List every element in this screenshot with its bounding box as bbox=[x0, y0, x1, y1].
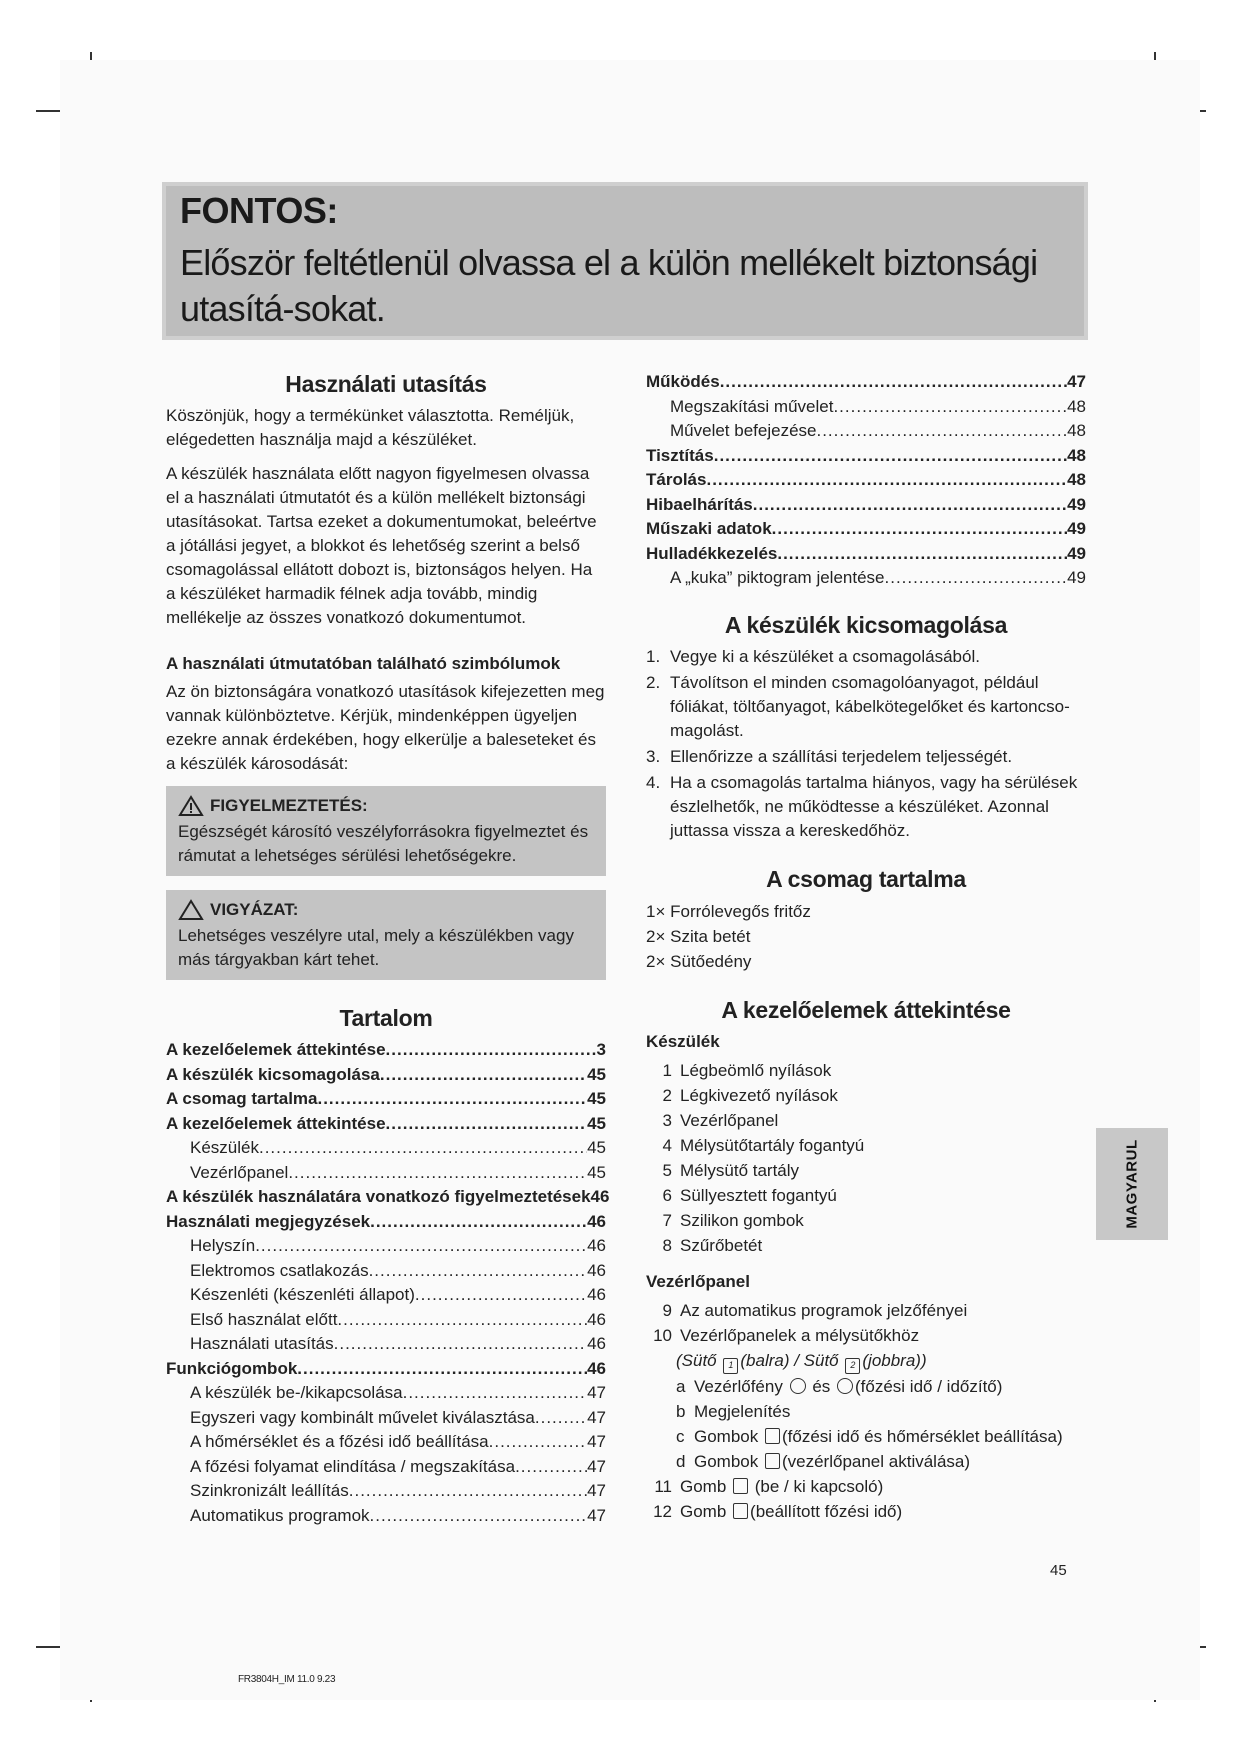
right-column bbox=[646, 370, 1086, 1524]
toc-right-list bbox=[646, 370, 1086, 591]
toc-entry-page: 49 bbox=[1067, 568, 1086, 587]
toc-entry-label: Egyszeri vagy kombinált művelet kiválasztása bbox=[190, 1407, 535, 1427]
toc-entry-page: 48 bbox=[1067, 445, 1086, 465]
toc-entry-page: 49 bbox=[1067, 519, 1086, 538]
toc-entry bbox=[166, 1406, 606, 1431]
toc-entry-label: A kezelőelemek áttekintése bbox=[166, 1040, 386, 1059]
toc-entry-label: A készülék be-/kikapcsolása bbox=[190, 1383, 403, 1402]
device-list bbox=[646, 1058, 1086, 1258]
toc-entry bbox=[646, 419, 1086, 444]
symbols-text: Az ön biztonságára vonatkozó utasítások kifejezetten meg vannak különböztetve. Kérjük, mindenképpen ügyeljen ezekre annak érdekében, hogy elkerülje a baleseteket és a készülék károsodását: bbox=[166, 682, 605, 773]
toc-leader bbox=[297, 1357, 587, 1382]
toc-entry-page: 46 bbox=[587, 1211, 606, 1231]
language-tab bbox=[1096, 1128, 1168, 1240]
caution-title: VIGYÁZAT: bbox=[210, 900, 299, 919]
list-item: (Sütő 1 (balra) / Sütő 2 (jobbra)) bbox=[646, 1348, 1086, 1374]
toc-leader bbox=[334, 1332, 587, 1357]
panel-heading: Vezérlőpanel bbox=[646, 1271, 750, 1291]
timer-button-icon bbox=[733, 1503, 748, 1519]
list-item: 6 Süllyesztett fogantyú bbox=[662, 1185, 837, 1205]
list-item: 8 Szűrőbetét bbox=[662, 1235, 763, 1255]
toc-entry-page: 3 bbox=[596, 1040, 606, 1059]
toc-entry-label: Funkciógombok bbox=[166, 1358, 298, 1378]
toc-entry-page: 45 bbox=[587, 1089, 606, 1108]
toc-entry bbox=[166, 1455, 606, 1480]
toc-leader bbox=[714, 444, 1067, 469]
toc-entry-page: 47 bbox=[587, 1481, 606, 1500]
toc-entry bbox=[646, 517, 1086, 542]
toc-entry-page: 47 bbox=[587, 1456, 606, 1476]
intro-paragraph-1: Köszönjük, hogy a termékünket választotta. Reméljük, elégedetten használja majd a készüléket. bbox=[166, 406, 575, 449]
toc-entry-page: 48 bbox=[1067, 421, 1086, 440]
list-item: 2× Szita betét bbox=[646, 926, 751, 946]
toc-entry bbox=[166, 1283, 606, 1308]
list-item: 1× Forrólevegős fritőz bbox=[646, 901, 811, 921]
toc-leader bbox=[370, 1504, 588, 1529]
toc-leader bbox=[816, 419, 1067, 444]
toc-entry bbox=[166, 1357, 606, 1382]
toc-entry-page: 46 bbox=[587, 1260, 606, 1280]
warning-title: FIGYELMEZTETÉS: bbox=[210, 796, 368, 815]
panel-list bbox=[646, 1298, 1086, 1524]
toc-entry-label: Tárolás bbox=[646, 470, 707, 489]
toc-entry-page: 47 bbox=[1067, 372, 1086, 391]
toc-entry-page: 45 bbox=[587, 1162, 606, 1182]
toc-leader bbox=[386, 1112, 588, 1137]
page-number: 45 bbox=[1050, 1562, 1067, 1579]
toc-leader bbox=[833, 395, 1067, 420]
warning-triangle-icon bbox=[178, 795, 204, 817]
toc-entry-page: 46 bbox=[587, 1309, 606, 1329]
toc-leader bbox=[317, 1087, 587, 1112]
toc-leader bbox=[706, 468, 1067, 493]
toc-leader bbox=[255, 1234, 587, 1259]
toc-entry bbox=[646, 444, 1086, 469]
toc-entry-page: 46 bbox=[590, 1187, 610, 1206]
unpacking-heading: A készülék kicsomagolása bbox=[724, 611, 1008, 638]
toc-entry-page: 48 bbox=[1067, 396, 1086, 416]
language-tab-label: MAGYARUL bbox=[1123, 1139, 1141, 1229]
toc-entry-page: 47 bbox=[587, 1383, 606, 1402]
list-item: b Megjelenítés bbox=[676, 1401, 791, 1421]
toc-entry-label: Elektromos csatlakozás bbox=[190, 1260, 369, 1280]
important-banner bbox=[166, 186, 1084, 336]
toc-entry bbox=[166, 1259, 606, 1284]
caution-text: Lehetséges veszélyre utal, mely a készülékben vagy más tárgyakban kárt tehet. bbox=[178, 926, 574, 969]
toc-left-list bbox=[166, 1038, 610, 1528]
toc-leader bbox=[380, 1063, 587, 1088]
toc-leader bbox=[515, 1455, 587, 1480]
toc-entry-page: 45 bbox=[587, 1113, 606, 1133]
list-item: 3 Vezérlőpanel bbox=[662, 1110, 779, 1130]
list-item: d Gombok (vezérlőpanel aktiválása) bbox=[676, 1451, 971, 1471]
toc-entry-page: 46 bbox=[587, 1236, 606, 1255]
toc-leader bbox=[885, 566, 1068, 591]
toc-entry-label: Tisztítás bbox=[646, 445, 714, 465]
fryer-2-icon: 2 bbox=[845, 1358, 860, 1374]
toc-entry-label: Készülék bbox=[190, 1138, 259, 1157]
toc-leader bbox=[720, 370, 1067, 395]
clock-icon bbox=[837, 1378, 853, 1394]
toc-entry bbox=[166, 1185, 610, 1210]
toc-leader bbox=[369, 1259, 588, 1284]
toc-entry-page: 48 bbox=[1067, 470, 1086, 489]
toc-entry bbox=[646, 566, 1086, 591]
toc-entry-label: Megszakítási művelet bbox=[670, 396, 834, 416]
list-item: 4 Mélysütőtartály fogantyú bbox=[662, 1135, 865, 1155]
left-column bbox=[166, 371, 610, 1528]
list-item: 10 Vezérlőpanelek a mélysütőkhöz bbox=[653, 1325, 920, 1345]
fryer-1-icon: 1 bbox=[723, 1358, 738, 1374]
toc-entry bbox=[646, 370, 1086, 395]
toc-entry bbox=[166, 1430, 606, 1455]
toc-entry-label: Hibaelhárítás bbox=[646, 494, 753, 514]
list-item: 4. Ha a csomagolás tartalma hiányos, vagy ha sérülések észlelhetők, ne működtesse a készüléket. Azonnal juttassa vissza a kereskedőhöz. bbox=[646, 772, 1078, 840]
package-list bbox=[646, 899, 1086, 974]
toc-heading: Tartalom bbox=[339, 1005, 433, 1031]
toc-leader bbox=[288, 1161, 587, 1186]
toc-entry-label: A hőmérséklet és a főzési idő beállítása bbox=[190, 1432, 489, 1451]
temperature-button-icon bbox=[765, 1428, 780, 1444]
warning-text: Egészségét károsító veszélyforrásokra figyelmeztet és rámutat a lehetséges sérülési lehetőségekre. bbox=[178, 822, 589, 865]
toc-entry-page: 46 bbox=[587, 1285, 606, 1304]
list-item: 7 Szilikon gombok bbox=[662, 1210, 804, 1230]
toc-leader bbox=[349, 1479, 587, 1504]
toc-entry-label: Műszaki adatok bbox=[646, 519, 772, 538]
toc-entry bbox=[166, 1136, 606, 1161]
warning-box bbox=[166, 786, 606, 876]
toc-entry-label: Művelet befejezése bbox=[670, 421, 817, 440]
toc-entry-label: A csomag tartalma bbox=[166, 1089, 318, 1108]
list-item: 5 Mélysütő tartály bbox=[662, 1160, 800, 1180]
toc-entry bbox=[646, 493, 1086, 518]
toc-entry bbox=[166, 1063, 606, 1088]
intro-paragraph-2: A készülék használata előtt nagyon figyelmesen olvassa el a használati útmutatót és a külön mellékelt biztonsági utasításokat. Tartsa ezeket a dokumentumokat, beleértve a jótállási jegyet, a blokkot és lehetőség szerint a belső csomagolással ellátott dobozt is, biztonságos helyen. Ha a készüléket harmadik félnek adja tovább, mindig mellékelje az összes vonatkozó dokumentumot. bbox=[166, 464, 597, 627]
toc-entry-label: Használati utasítás bbox=[190, 1334, 334, 1353]
unpacking-list bbox=[646, 645, 1086, 843]
package-heading: A csomag tartalma bbox=[766, 865, 966, 892]
toc-entry bbox=[166, 1234, 606, 1259]
list-item: 1. Vegye ki a készüléket a csomagolásából. bbox=[646, 646, 980, 666]
toc-entry bbox=[166, 1308, 606, 1333]
toc-leader bbox=[337, 1308, 587, 1333]
toc-leader bbox=[489, 1430, 587, 1455]
toc-entry bbox=[646, 542, 1086, 567]
toc-leader bbox=[772, 517, 1067, 542]
list-item: 3. Ellenőrizze a szállítási terjedelem teljességét. bbox=[646, 746, 1013, 766]
toc-entry-label: Készenléti (készenléti állapot) bbox=[190, 1285, 415, 1304]
toc-leader bbox=[753, 493, 1067, 518]
toc-leader bbox=[535, 1406, 587, 1431]
toc-entry bbox=[646, 395, 1086, 420]
toc-leader bbox=[777, 542, 1067, 567]
list-item: c Gombok (főzési idő és hőmérséklet beállítása) bbox=[676, 1426, 1063, 1446]
caution-box bbox=[166, 890, 606, 980]
toc-entry bbox=[166, 1161, 606, 1186]
toc-entry-page: 47 bbox=[587, 1407, 606, 1427]
toc-entry-page: 45 bbox=[587, 1138, 606, 1157]
caution-triangle-icon bbox=[178, 899, 204, 921]
toc-entry bbox=[646, 468, 1086, 493]
toc-entry bbox=[166, 1332, 606, 1357]
toc-entry-page: 49 bbox=[1067, 494, 1086, 514]
list-item: a Vezérlőfény és (főzési idő / időzítő) bbox=[676, 1376, 1003, 1396]
toc-entry-label: Automatikus programok bbox=[190, 1505, 370, 1525]
list-item: 1 Légbeömlő nyílások bbox=[662, 1060, 832, 1080]
toc-entry bbox=[166, 1112, 606, 1137]
symbols-heading: A használati útmutatóban található szimbólumok bbox=[166, 654, 561, 673]
toc-entry-label: A kezelőelemek áttekintése bbox=[166, 1113, 386, 1133]
toc-leader bbox=[259, 1136, 587, 1161]
device-heading: Készülék bbox=[646, 1031, 720, 1051]
list-item: 2 Légkivezető nyílások bbox=[662, 1085, 838, 1105]
toc-entry-label: A készülék használatára vonatkozó figyelmeztetések bbox=[166, 1187, 591, 1206]
banner-text: Először feltétlenül olvassa el a külön mellékelt biztonsági utasítá-sokat. bbox=[180, 242, 1038, 329]
toc-entry-label: A készülék kicsomagolása bbox=[166, 1064, 380, 1084]
toc-leader bbox=[403, 1381, 587, 1406]
intro-heading: Használati utasítás bbox=[285, 371, 487, 397]
toc-entry-label: A „kuka” piktogram jelentése bbox=[670, 568, 885, 587]
toc-entry-label: Vezérlőpanel bbox=[190, 1162, 289, 1182]
power-light-icon bbox=[790, 1378, 806, 1394]
toc-entry-page: 46 bbox=[587, 1334, 606, 1353]
toc-entry-label: Hulladékkezelés bbox=[646, 543, 778, 563]
toc-entry bbox=[166, 1381, 606, 1406]
toc-entry bbox=[166, 1210, 606, 1235]
toc-entry-page: 49 bbox=[1067, 543, 1086, 563]
toc-entry bbox=[166, 1038, 606, 1063]
toc-entry-page: 47 bbox=[587, 1432, 606, 1451]
toc-entry bbox=[166, 1479, 606, 1504]
toc-entry-label: Használati megjegyzések bbox=[166, 1211, 371, 1231]
list-item: 2× Sütőedény bbox=[646, 951, 752, 971]
power-button-icon bbox=[733, 1478, 748, 1494]
toc-entry bbox=[166, 1087, 606, 1112]
banner-title: FONTOS: bbox=[180, 190, 338, 231]
list-item: 11 Gomb (be / ki kapcsoló) bbox=[654, 1476, 884, 1496]
toc-entry-page: 45 bbox=[587, 1064, 606, 1084]
panel-button-icon bbox=[765, 1453, 780, 1469]
toc-entry-page: 46 bbox=[587, 1358, 606, 1378]
toc-entry-label: Helyszín bbox=[190, 1236, 256, 1255]
toc-entry bbox=[166, 1504, 606, 1529]
footer-code: FR3804H_IM 11.0 9.23 bbox=[238, 1674, 336, 1685]
toc-entry-label: Első használat előtt bbox=[190, 1309, 338, 1329]
toc-entry-label: A főzési folyamat elindítása / megszakítása bbox=[190, 1456, 516, 1476]
toc-leader bbox=[386, 1038, 597, 1063]
list-item: 2. Távolítson el minden csomagolóanyagot, például fóliákat, töltőanyagot, kábelkötegelőket és kartoncso-magolást. bbox=[646, 672, 1070, 740]
list-item: 9 Az automatikus programok jelzőfényei bbox=[662, 1300, 968, 1320]
toc-leader bbox=[415, 1283, 587, 1308]
toc-entry-label: Működés bbox=[646, 372, 720, 391]
toc-entry-label: Szinkronizált leállítás bbox=[190, 1481, 349, 1500]
warning-title-row bbox=[178, 794, 594, 818]
caution-title-row bbox=[178, 898, 594, 922]
controls-heading: A kezelőelemek áttekintése bbox=[721, 996, 1011, 1023]
toc-leader bbox=[370, 1210, 587, 1235]
list-item: 12 Gomb (beállított főzési idő) bbox=[653, 1501, 903, 1521]
toc-entry-page: 47 bbox=[587, 1505, 606, 1525]
